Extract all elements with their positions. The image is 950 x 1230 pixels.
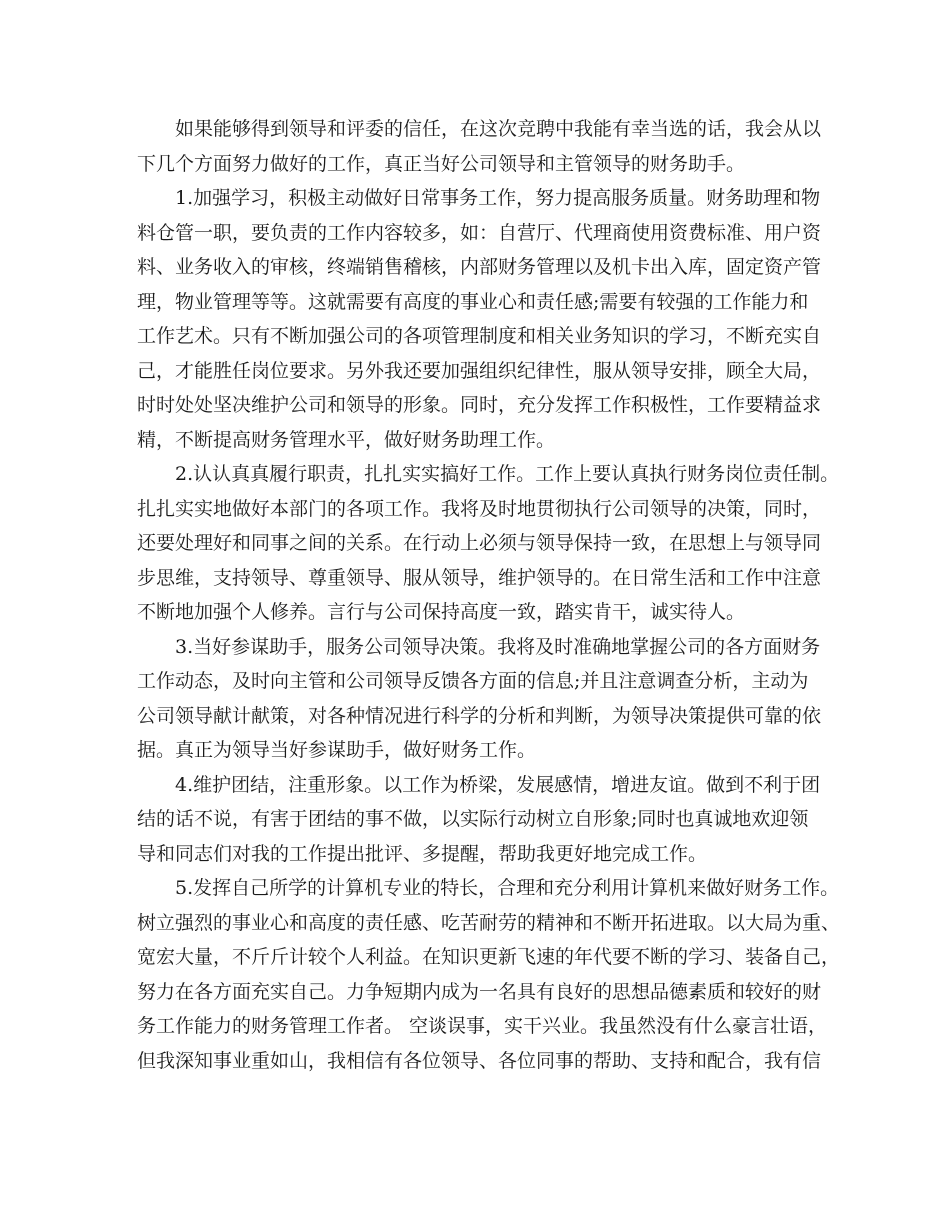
text-line: 步思维，支持领导、尊重领导、服从领导，维护领导的。在日常生活和工作中注意 [137,566,822,589]
text-line: 精，不断提高财务管理水平，做好财务助理工作。 [137,428,556,451]
text-line: 据。真正为领导当好参谋助手，做好财务工作。 [137,739,537,761]
text-line: 工作艺术。只有不断加强公司的各项管理制度和相关业务知识的学习，不断充实自 [137,325,822,347]
text-line: 3.当好参谋助手，服务公司领导决策。我将及时准确地掌握公司的各方面财务 [175,635,821,658]
text-line: 扎扎实实地做好本部门的各项工作。我将及时地贯彻执行公司领导的决策，同时， [137,497,822,520]
text-line: 2.认认真真履行职责，扎扎实实搞好工作。工作上要认真执行财务岗位责任制。 [175,463,840,485]
text-line: 下几个方面努力做好的工作，真正当好公司领导和主管领导的财务助手。 [137,152,746,175]
text-line: 还要处理好和同事之间的关系。在行动上必须与领导保持一致，在思想上与领导同 [137,532,822,554]
text-line: 时时处处坚决维护公司和领导的形象。同时，充分发挥工作积极性，工作要精益求 [137,394,822,416]
text-line: 树立强烈的事业心和高度的责任感、吃苦耐劳的精神和不断开拓进取。以大局为重、 [137,911,841,934]
paragraph-item-2 [137,457,840,630]
text-line: 不断地加强个人修养。言行与公司保持高度一致，踏实肯干，诚实待人。 [137,601,746,623]
text-line: 公司领导献计献策，对各种情况进行科学的分析和判断，为领导决策提供可靠的依 [137,704,822,727]
text-line: 务工作能力的财务管理工作者。 空谈误事，实干兴业。我虽然没有什么豪言壮语， [137,1015,828,1037]
text-line: 4.维护团结，注重形象。以工作为桥梁，发展感情，增进友谊。做到不利于团 [175,773,821,796]
text-line: 料、业务收入的审核，终端销售稽核，内部财务管理以及机卡出入库，固定资产管 [137,256,822,278]
text-line: 宽宏大量，不斤斤计较个人利益。在知识更新飞速的年代要不断的学习、装备自己， [137,946,841,968]
text-line: 理，物业管理等等。这就需要有高度的事业心和责任感;需要有较强的工作能力和 [137,290,809,313]
paragraph-item-5 [137,871,841,1078]
text-line: 导和同志们对我的工作提出批评、多提醒，帮助我更好地完成工作。 [137,842,708,865]
text-line: 5.发挥自己所学的计算机专业的特长，合理和充分利用计算机来做好财务工作。 [175,877,840,899]
text-line: 1.加强学习，积极主动做好日常事务工作，努力提高服务质量。财务助理和物 [175,187,821,209]
document-body [137,112,841,1078]
paragraph-item-4 [137,768,821,872]
paragraph-intro [137,112,822,181]
text-line: 如果能够得到领导和评委的信任，在这次竞聘中我能有幸当选的话，我会从以 [175,118,822,140]
paragraph-item-1 [137,181,822,457]
text-line: 工作动态，及时向主管和公司领导反馈各方面的信息;并且注意调查分析，主动为 [137,670,809,692]
text-line: 但我深知事业重如山，我相信有各位领导、各位同事的帮助、支持和配合，我有信 [137,1049,822,1072]
text-line: 料仓管一职，要负责的工作内容较多，如：自营厅、代理商使用资费标准、用户资 [137,221,822,244]
paragraph-item-3 [137,630,822,768]
text-line: 结的话不说，有害于团结的事不做，以实际行动树立自形象;同时也真诚地欢迎领 [137,808,809,830]
text-line: 己，才能胜任岗位要求。另外我还要加强组织纪律性，服从领导安排，顾全大局， [137,359,822,382]
text-line: 努力在各方面充实自己。力争短期内成为一名具有良好的思想品德素质和较好的财 [137,980,822,1003]
